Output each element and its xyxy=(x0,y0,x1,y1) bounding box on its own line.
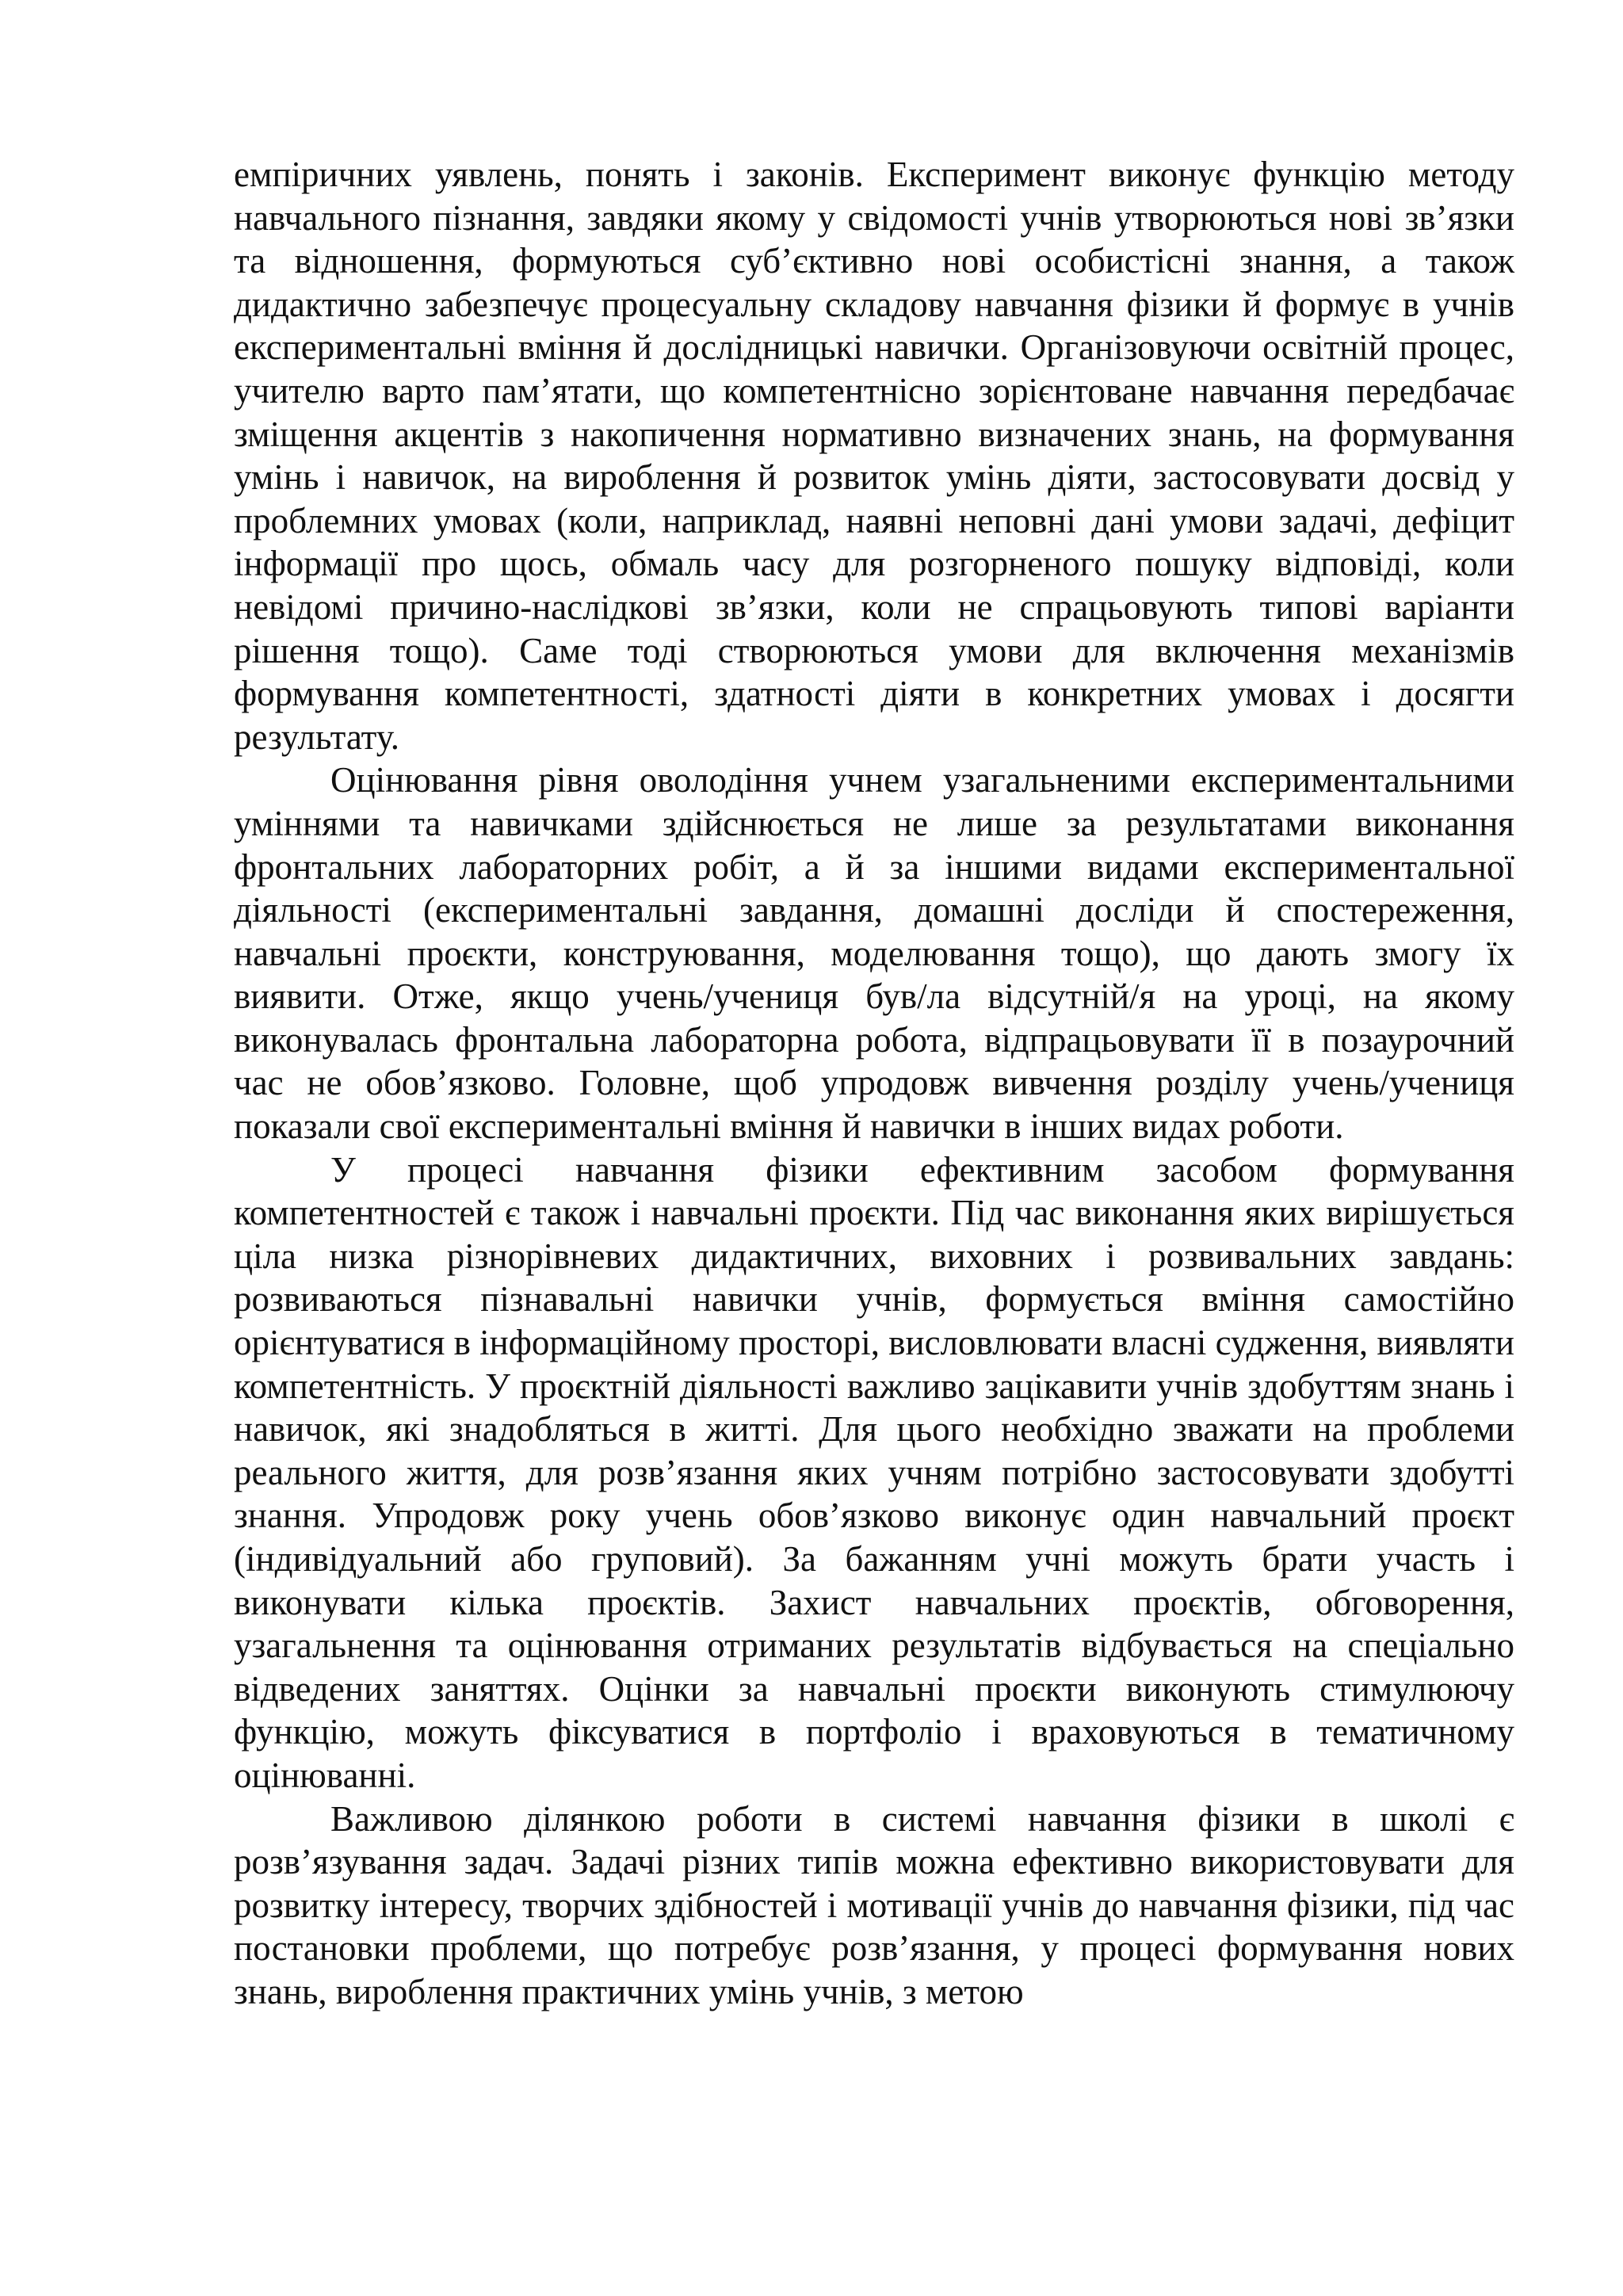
document-body xyxy=(234,153,1514,2014)
paragraph-2: Оцінювання рівня оволодіння учнем узагальненими експериментальними уміннями та навичками здійснюється не лише за результатами виконання фронтальних лабораторних робіт, а й за іншими видами експериментальної діяльності (експериментальні завдання, домашні досліди й спостереження, навчальні проєкти, конструювання, моделювання тощо), що дають змогу їх виявити. Отже, якщо учень/учениця був/ла відсутній/я на уроці, на якому виконувалась фронтальна лабораторна робота, відпрацьовувати її в позаурочний час не обов’язково. Головне, щоб упродовж вивчення розділу учень/учениця показали свої експериментальні вміння й навички в інших видах роботи. xyxy=(234,760,1514,1147)
paragraph-1: емпіричних уявлень, понять і законів. Експеримент виконує функцію методу навчального пізнання, завдяки якому у свідомості учнів утворюються нові зв’язки та відношення, формуються суб’єктивно нові особистісні знання, а також дидактично забезпечує процесуальну складову навчання фізики й формує в учнів експериментальні вміння й дослідницькі навички. Організовуючи освітній процес, учителю варто пам’ятати, що компетентнісно зорієнтоване навчання передбачає зміщення акцентів з накопичення нормативно визначених знань, на формування умінь і навичок, на вироблення й розвиток умінь діяти, застосовувати досвід у проблемних умовах (коли, наприклад, наявні неповні дані умови задачі, дефіцит інформації про щось, обмаль часу для розгорненого пошуку відповіді, коли невідомі причино-наслідкові зв’язки, коли не спрацьовують типові варіанти рішення тощо). Саме тоді створюються умови для включення механізмів формування компетентності, здатності діяти в конкретних умовах і досягти результату. xyxy=(234,155,1514,757)
paragraph-4: Важливою ділянкою роботи в системі навчання фізики в школі є розв’язування задач. Задачі різних типів можна ефективно використовувати для розвитку інтересу, творчих здібностей і мотивації учнів до навчання фізики, під час постановки проблеми, що потребує розв’язання, у процесі формування нових знань, вироблення практичних умінь учнів, з метою xyxy=(234,1798,1514,2011)
paragraph-3: У процесі навчання фізики ефективним засобом формування компетентностей є також і навчальні проєкти. Під час виконання яких вирішується ціла низка різнорівневих дидактичних, виховних і розвивальних завдань: розвиваються пізнавальні навички учнів, формується вміння самостійно орієнтуватися в інформаційному просторі, висловлювати власні судження, виявляти компетентність. У проєктній діяльності важливо зацікавити учнів здобуттям знань і навичок, які знадобляться в житті. Для цього необхідно зважати на проблеми реального життя, для розв’язання яких учням потрібно застосовувати здобутті знання. Упродовж року учень обов’язково виконує один навчальний проєкт (індивідуальний або груповий). За бажанням учні можуть брати участь і виконувати кілька проєктів. Захист навчальних проєктів, обговорення, узагальнення та оцінювання отриманих результатів відбувається на спеціально відведених заняттях. Оцінки за навчальні проєкти виконують стимулюючу функцію, можуть фіксуватися в портфоліо і враховуються в тематичному оцінюванні. xyxy=(234,1149,1514,1795)
